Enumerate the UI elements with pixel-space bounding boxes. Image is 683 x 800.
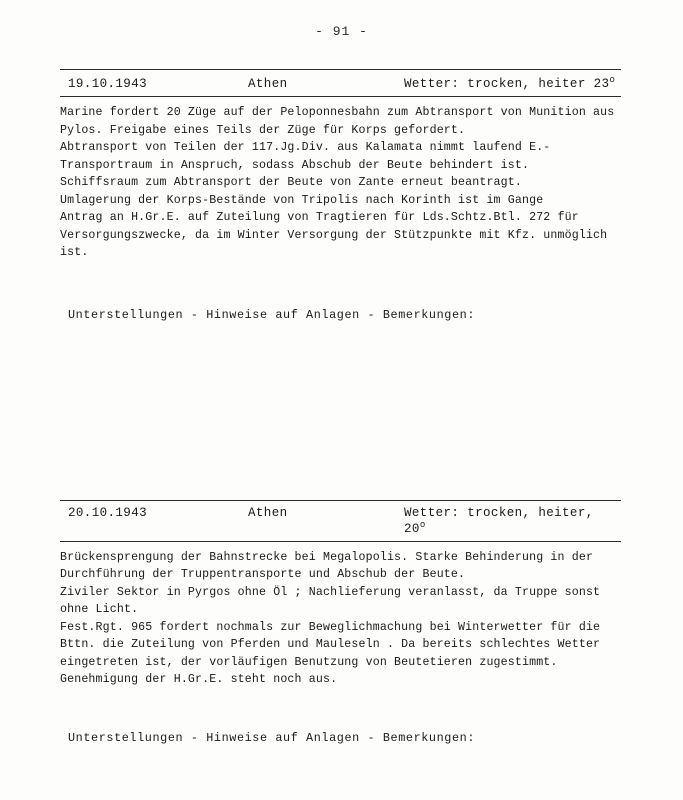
weather-value: trocken, heiter, (467, 505, 594, 520)
entry-paragraph: Fest.Rgt. 965 fordert nochmals zur Beweglichmachung bei Winterwetter für die Bttn. die Zuteilung von Pferden und Mauleseln . Da bereits schlechtes Wetter eingetreten ist, der vorläufigen Benutzung von Beutetieren zugestimmt. Genehmigung der H.Gr.E. steht noch aus. (60, 620, 601, 687)
entry-spacer (0, 322, 683, 438)
entry-place: Athen (248, 77, 288, 92)
entry-place: Athen (248, 505, 288, 520)
entry-weather (398, 75, 621, 91)
entry-header (60, 70, 621, 96)
entry-body (60, 97, 621, 262)
entry-paragraph: Umlagerung der Korps-Bestände von Tripolis nach Korinth ist im Gange (60, 193, 544, 207)
weather-label: Wetter: (404, 505, 460, 520)
entry-footer-note: Unterstellungen - Hinweise auf Anlagen - Bemerkungen: (68, 730, 476, 745)
degree-symbol: o (419, 519, 426, 530)
diary-entry-2 (0, 500, 683, 745)
entry-date: 20.10.1943 (68, 505, 148, 520)
entry-paragraph: Brückensprengung der Bahnstrecke bei Megalopolis. Starke Behinderung in der Durchführung der Truppentransporte und Abschub der Beute. (60, 550, 594, 582)
entry-paragraph: Marine fordert 20 Züge auf der Peloponnesbahn zum Abtransport von Munition aus Pylos. Freigabe eines Teils der Züge für Korps gefordert. (60, 106, 615, 137)
weather-label: Wetter: (404, 77, 460, 92)
entry-date: 19.10.1943 (68, 77, 148, 92)
entry-body (60, 542, 621, 689)
entry-paragraph: Abtransport von Teilen der 117.Jg.Div. aus Kalamata nimmt laufend E.-Transportraum in Anspruch, sodass Abschub der Beute behindert ist. (60, 141, 551, 172)
entry-header (60, 501, 621, 541)
page-number: - 91 - (315, 24, 368, 39)
weather-value: trocken, heiter (467, 77, 586, 92)
weather-temperature: 20 (404, 521, 420, 536)
entry-paragraph: Ziviler Sektor in Pyrgos ohne Öl ; Nachlieferung veranlasst, da Truppe sonst ohne Licht. (60, 585, 601, 617)
entry-paragraph: Schiffsraum zum Abtransport der Beute von Zante erneut beantragt. (60, 176, 522, 190)
entry-paragraph: Antrag an H.Gr.E. auf Zuteilung von Tragtieren für Lds.Schtz.Btl. 272 für Versorgungszwecke, da im Winter Versorgung der Stützpunkte mit Kfz. unmöglich ist. (60, 211, 608, 260)
degree-symbol: o (609, 75, 616, 85)
diary-entry-1 (0, 69, 683, 322)
entry-weather (398, 506, 621, 536)
weather-temperature: 23 (593, 77, 610, 92)
entry-footer-note: Unterstellungen - Hinweise auf Anlagen - Bemerkungen: (68, 307, 476, 322)
